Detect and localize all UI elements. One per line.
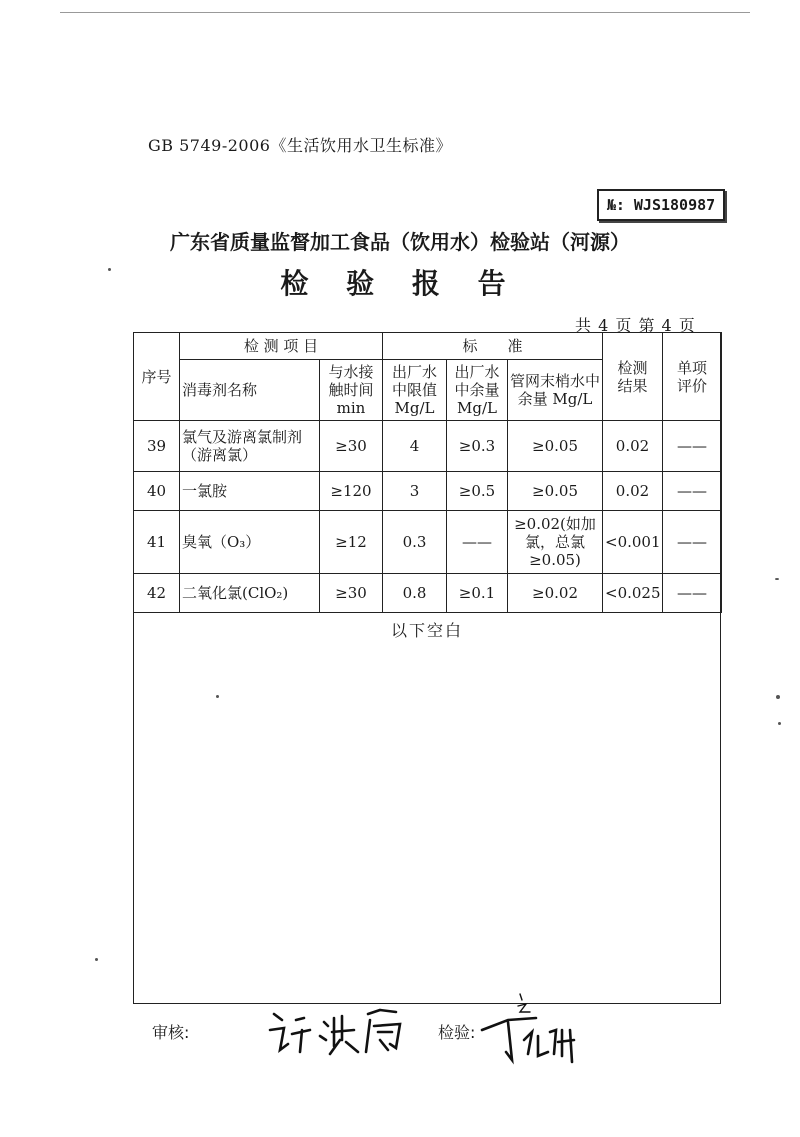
header-contact-time: 与水接触时间 min — [320, 360, 383, 421]
table-row — [134, 574, 722, 613]
row-contact: ≥120 — [320, 472, 383, 511]
row-limit: 0.8 — [383, 574, 447, 613]
header-result — [603, 333, 663, 421]
row-limit: 4 — [383, 421, 447, 472]
reviewer-signature — [262, 1000, 412, 1060]
page-indicator: 共 4 页 第 4 页 — [575, 316, 696, 335]
row-contact: ≥30 — [320, 574, 383, 613]
scan-speck — [776, 695, 780, 699]
row-outlet: —— — [447, 511, 508, 574]
row-network: ≥0.05 — [508, 421, 603, 472]
scan-speck — [95, 958, 98, 961]
row-outlet: ≥0.1 — [447, 574, 508, 613]
table-row — [134, 511, 722, 574]
row-name: 臭氧（O₃） — [180, 511, 320, 574]
row-result: 0.02 — [603, 421, 663, 472]
row-limit: 3 — [383, 472, 447, 511]
row-evaluation: —— — [663, 511, 722, 574]
table-row — [134, 472, 722, 511]
row-evaluation: —— — [663, 574, 722, 613]
report-number-box: №: WJS180987 — [597, 189, 725, 221]
header-outlet-residual: 出厂水中余量 Mg/L — [447, 360, 508, 421]
header-items-group: 检 测 项 目 — [180, 333, 383, 360]
header-evaluation-text: 单项评价 — [676, 358, 707, 395]
row-seq: 42 — [134, 574, 180, 613]
scan-speck — [108, 268, 111, 271]
reviewer-label: 审核: — [152, 1023, 190, 1042]
row-name: 二氧化氯(ClO₂) — [180, 574, 320, 613]
standard-reference: GB 5749-2006《生活饮用水卫生标准》 — [148, 136, 452, 155]
row-network: ≥0.05 — [508, 472, 603, 511]
header-evaluation — [663, 333, 722, 421]
table-row — [134, 421, 722, 472]
report-title: 检 验 报 告 — [280, 267, 520, 300]
scan-speck — [216, 695, 219, 698]
row-seq: 41 — [134, 511, 180, 574]
organization-name: 广东省质量监督加工食品（饮用水）检验站（河源） — [170, 230, 630, 254]
row-name: 氯气及游离氯制剂（游离氯） — [180, 421, 320, 472]
row-evaluation: —— — [663, 421, 722, 472]
row-result: <0.001 — [603, 511, 663, 574]
row-result: <0.025 — [603, 574, 663, 613]
row-result: 0.02 — [603, 472, 663, 511]
row-contact: ≥12 — [320, 511, 383, 574]
header-standard-group: 标 准 — [383, 333, 603, 360]
inspector-signature — [478, 990, 598, 1070]
scan-speck — [778, 722, 781, 725]
header-network-residual: 管网末梢水中余量 Mg/L — [508, 360, 603, 421]
header-result-text: 检测结果 — [617, 358, 648, 395]
row-network: ≥0.02(如加氯，总氯≥0.05) — [508, 511, 603, 574]
results-table — [133, 332, 722, 613]
row-seq: 39 — [134, 421, 180, 472]
row-contact: ≥30 — [320, 421, 383, 472]
blank-below-note: 以下空白 — [390, 621, 463, 640]
row-name: 一氯胺 — [180, 472, 320, 511]
scan-top-rule — [60, 12, 750, 13]
row-network: ≥0.02 — [508, 574, 603, 613]
header-outlet-limit: 出厂水中限值 Mg/L — [383, 360, 447, 421]
row-outlet: ≥0.3 — [447, 421, 508, 472]
inspector-label: 检验: — [438, 1023, 476, 1042]
scan-speck — [775, 578, 779, 580]
row-limit: 0.3 — [383, 511, 447, 574]
header-seq: 序号 — [134, 333, 180, 421]
row-seq: 40 — [134, 472, 180, 511]
header-disinfectant: 消毒剂名称 — [180, 360, 320, 421]
row-outlet: ≥0.5 — [447, 472, 508, 511]
row-evaluation: —— — [663, 472, 722, 511]
